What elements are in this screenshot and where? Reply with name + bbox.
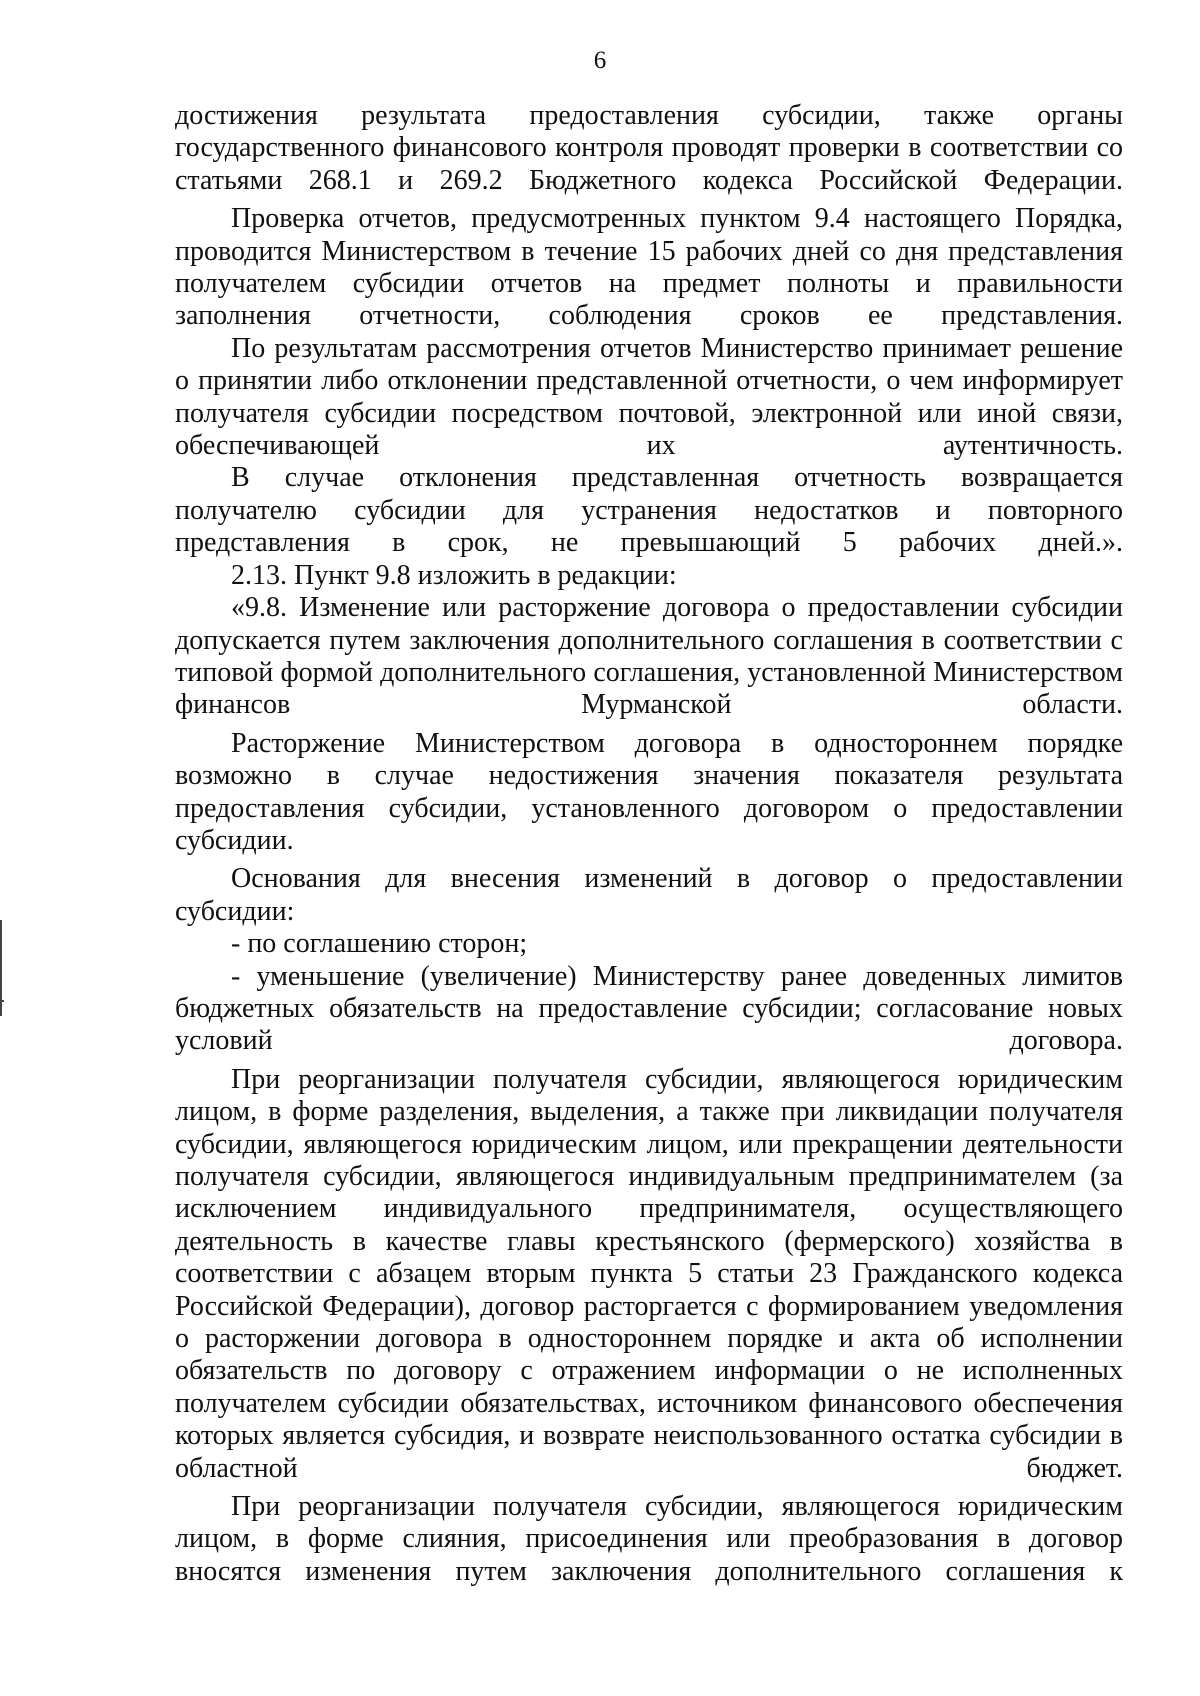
paragraph-report-check: Проверка отчетов, предусмотренных пунктом 9.4 настоящего Порядка, проводится Министерством в течение 15 рабочих дней со дня представления получателем субсидии отчетов на предмет полноты и правильности заполнения отчетности, соблюдения сроков ее представления. <box>175 203 1123 332</box>
list-item-agreement: - по соглашению сторон; <box>231 928 528 960</box>
paragraph-reorganization-division: При реорганизации получателя субсидии, являющегося юридическим лицом, в форме разделения, выделения, а также при ликвидации получателя субсидии, являющегося юридическим лицом, или прекращении деятельности получателя субсидии, являющегося индивидуальным предпринимателем (за исключением индивидуального предпринимателя, осуществляющего деятельность в качестве главы крестьянского (фермерского) хозяйства в соответствии с абзацем вторым пункта 5 статьи 23 Гражданского кодекса Российской Федерации), договор расторгается с формированием уведомления о расторжении договора в одностороннем порядке и акта об исполнении обязательств по договору с отражением информации о не исполненных получателем субсидии обязательствах, источником финансового обеспечения которых является субсидия, и возврате неиспользованного остатка субсидии в областной бюджет. <box>175 1063 1123 1484</box>
paragraph-clause-9-8: «9.8. Изменение или расторжение договора о предоставлении субсидии допускается путем заключения дополнительного соглашения в соответствии с типовой формой дополнительного соглашения, установленной Министерством финансов Мурманской области. <box>175 592 1123 721</box>
paragraph-unilateral-termination: Расторжение Министерством договора в одностороннем порядке возможно в случае недостижения значения показателя результата предоставления субсидии, установленного договором о предоставлении субсидии. <box>175 727 1123 856</box>
paragraph-review-results: По результатам рассмотрения отчетов Министерство принимает решение о принятии либо отклонении представленной отчетности, о чем информирует получателя субсидии посредством почтовой, электронной или иной связи, обеспечивающей их аутентичность. <box>175 332 1123 462</box>
list-item-limits: - уменьшение (увеличение) Министерству ранее доведенных лимитов бюджетных обязательств на предоставление субсидии; согласование новых условий договора. <box>175 960 1123 1057</box>
paragraph-rejection: В случае отклонения представленная отчетность возвращается получателю субсидии для устранения недостатков и повторного представления в срок, не превышающий 5 рабочих дней.». <box>175 462 1123 559</box>
document-body <box>175 100 1123 1588</box>
paragraph-grounds-for-changes: Основания для внесения изменений в договор о предоставлении субсидии: <box>175 863 1123 927</box>
paragraph-reorganization-merger: При реорганизации получателя субсидии, являющегося юридическим лицом, в форме слияния, присоединения или преобразования в договор вносятся изменения путем заключения дополнительного соглашения к <box>175 1491 1123 1587</box>
scan-edge-tick <box>0 1000 4 1002</box>
paragraph-amendment-2-13: 2.13. Пункт 9.8 изложить в редакции: <box>231 559 677 591</box>
paragraph-continuation: достижения результата предоставления субсидии, также органы государственного финансового контроля проводят проверки в соответствии со статьями 268.1 и 269.2 Бюджетного кодекса Российской Федерации. <box>175 100 1123 196</box>
page-number: 6 <box>593 47 607 74</box>
